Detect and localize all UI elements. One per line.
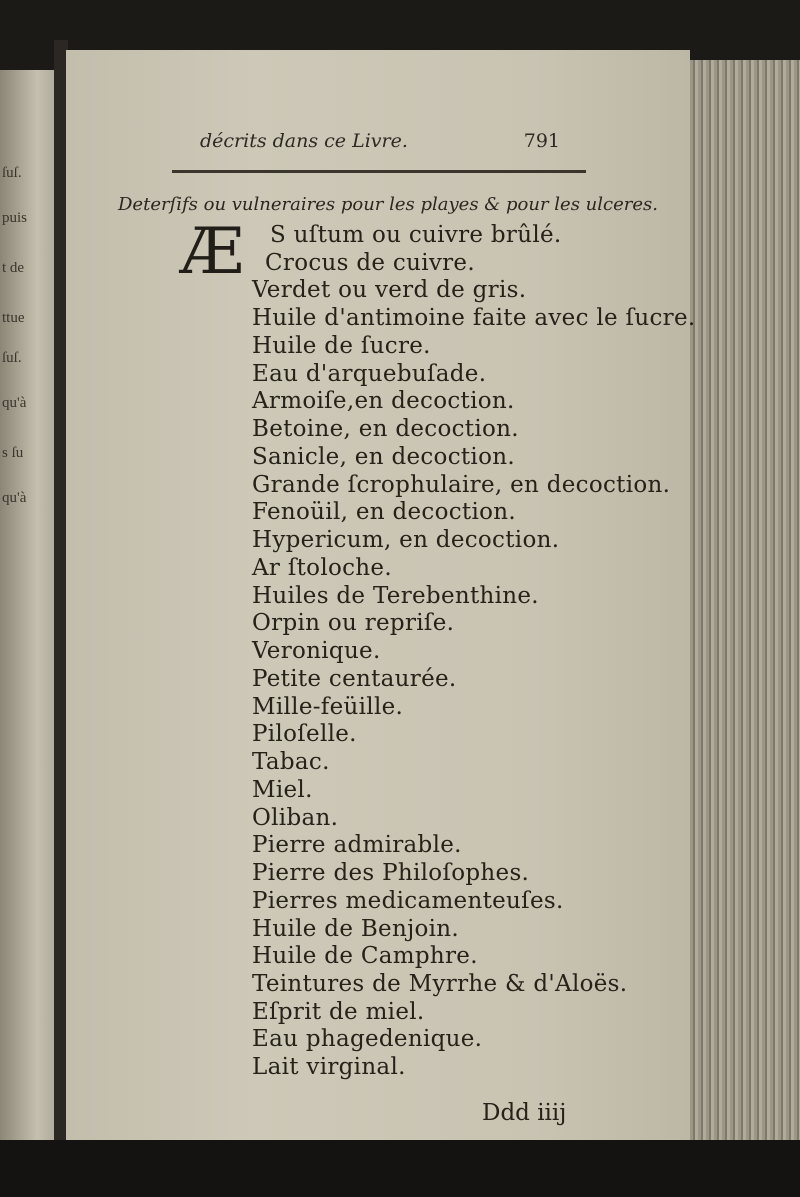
list-item: Eſprit de miel. xyxy=(252,998,425,1025)
list-item: Veronique. xyxy=(252,638,381,665)
list-item: Huile de Camphre. xyxy=(252,943,478,970)
facing-page-fragment: ſuſ. xyxy=(2,350,22,366)
list-item: Eau d'arquebuſade. xyxy=(252,360,487,387)
list-item: Huile d'antimoine faite avec le ſucre. xyxy=(252,305,696,332)
list-item: Lait virginal. xyxy=(252,1054,406,1081)
list-item: S uſtum ou cuivre brûlé. xyxy=(270,222,562,248)
scan-bottom-edge xyxy=(0,1140,800,1197)
list-item: Pierres medicamenteuſes. xyxy=(252,887,564,914)
running-title: décrits dans ce Livre. xyxy=(200,130,408,152)
list-item: Betoine, en decoction. xyxy=(252,416,519,443)
list-item: Pierre des Philoſophes. xyxy=(252,860,530,887)
page-stack-edge xyxy=(690,60,800,1140)
list-item: Tabac. xyxy=(252,749,330,776)
header-rule xyxy=(172,170,586,173)
facing-page-fragment: t de xyxy=(2,260,25,276)
facing-page-fragment: puis xyxy=(2,210,28,226)
list-item: Piloſelle. xyxy=(252,721,357,748)
list-item: Petite centaurée. xyxy=(252,665,457,692)
list-item: Armoiſe,en decoction. xyxy=(252,388,515,415)
list-item: Eau phagedenique. xyxy=(252,1026,483,1053)
page-number: 791 xyxy=(523,130,560,152)
drop-cap: Æ xyxy=(180,215,245,289)
section-title: Deterſifs ou vulneraires pour les playes & pour les ulceres. xyxy=(118,194,658,215)
list-item: Pierre admirable. xyxy=(252,832,462,859)
list-item: Teintures de Myrrhe & d'Aloës. xyxy=(252,970,628,997)
list-item: Huile de ſucre. xyxy=(252,332,431,359)
facing-page-edge xyxy=(0,70,62,1150)
list-item: Sanicle, en decoction. xyxy=(252,443,515,470)
facing-page-fragment: s ſu xyxy=(2,445,24,461)
list-item: Huile de Benjoin. xyxy=(252,915,460,942)
facing-page-fragment: ſuſ. xyxy=(2,165,22,181)
list-item: Huiles de Terebenthine. xyxy=(252,582,539,609)
signature-mark: Ddd iiij xyxy=(482,1100,567,1126)
facing-page-fragment: ttue xyxy=(2,310,25,326)
list-item: Crocus de cuivre. xyxy=(265,249,475,276)
list-item: Ar ſtoloche. xyxy=(252,554,392,581)
list-item: Mille-feüille. xyxy=(252,693,404,720)
list-item: Orpin ou repriſe. xyxy=(252,610,455,637)
running-header xyxy=(200,130,560,152)
list-item: Miel. xyxy=(252,776,313,803)
list-item: Grande ſcrophulaire, en decoction. xyxy=(252,471,671,498)
list-item: Verdet ou verd de gris. xyxy=(252,277,527,304)
facing-page-fragment: qu'à xyxy=(2,490,27,506)
facing-page-fragment: qu'à xyxy=(2,395,27,411)
list-item: Hypericum, en decoction. xyxy=(252,527,560,554)
list-item: Fenoüil, en decoction. xyxy=(252,499,516,526)
list-item: Oliban. xyxy=(252,804,339,831)
